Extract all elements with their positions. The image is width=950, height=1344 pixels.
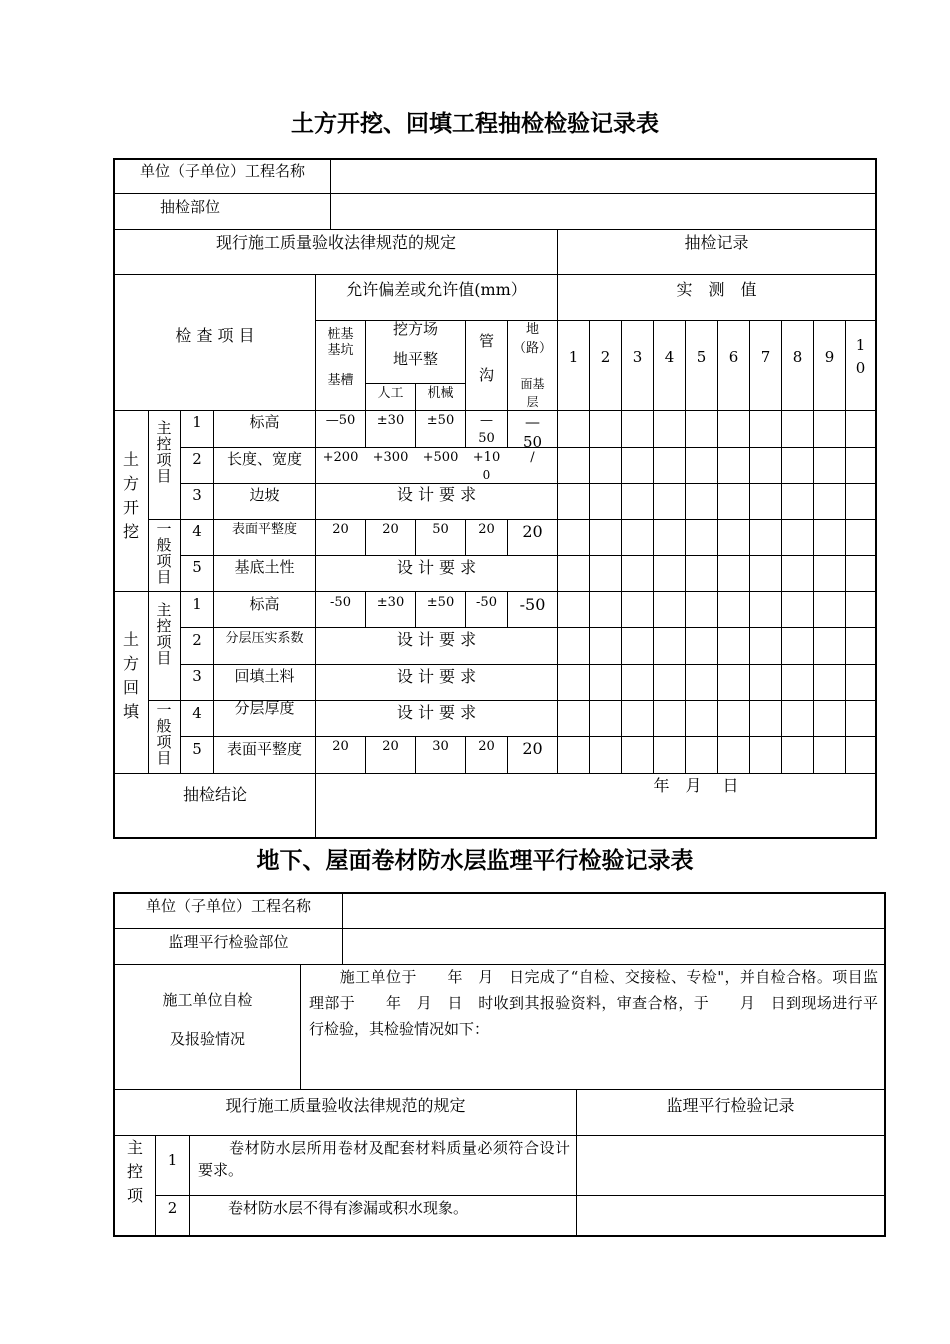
row-no: 2 [192, 450, 202, 468]
row-no: 5 [192, 558, 202, 576]
value-cell: 20 [332, 739, 349, 754]
row-name: 基底土性 [234, 558, 295, 576]
row-no: 3 [192, 667, 202, 685]
value-cell: 30 [432, 739, 449, 754]
value-cell: +10 [472, 450, 501, 465]
measure-num-4: 4 [664, 348, 675, 366]
conclusion-date: 年 月 日 [653, 776, 739, 795]
unit-name-value-2[interactable] [343, 894, 884, 928]
unit-name-value[interactable] [331, 160, 875, 193]
item-no: 1 [167, 1151, 178, 1169]
spec-header-2: 现行施工质量验收法律规范的规定 [225, 1096, 466, 1115]
col-excavation-2: 地平整 [392, 350, 438, 368]
measure-num-8: 8 [792, 348, 803, 366]
record-header: 抽检记录 [684, 233, 749, 252]
unit-name-label-2: 单位（子单位）工程名称 [145, 897, 311, 915]
value-cell: ±30 [376, 595, 405, 610]
value-cell: 20 [478, 739, 495, 754]
col-pile-3: 基槽 [327, 373, 354, 388]
item-text: 卷材防水层所用卷材及配套材料质量必须符合设计要求。 [198, 1139, 570, 1179]
general-label-2: 一般项目 [156, 701, 172, 767]
measure-num-1: 1 [568, 348, 579, 366]
record-header-2: 监理平行检验记录 [666, 1096, 795, 1115]
tolerance-header: 允许偏差或允许值(mm） [346, 280, 527, 299]
parallel-part-value[interactable] [343, 929, 884, 964]
measure-num-10b: 0 [855, 359, 866, 377]
row-name: 长度、宽度 [226, 450, 302, 468]
measure-num-9: 9 [824, 348, 835, 366]
table1-title: 土方开挖、回填工程抽检检验记录表 [291, 110, 659, 137]
col-pile-1: 桩基 [327, 327, 354, 342]
general-label-1: 一般项目 [156, 520, 172, 586]
row-name: 分层压实系数 [225, 631, 304, 646]
measured-header: 实 测 值 [676, 280, 757, 299]
measure-num-3: 3 [632, 348, 643, 366]
col-machine: 机械 [427, 386, 454, 401]
value-cell: +300 [372, 450, 409, 465]
row-no: 4 [192, 704, 202, 722]
value-cell: 20 [382, 522, 399, 537]
row-no: 4 [192, 522, 202, 540]
value-cell: -50 [476, 595, 497, 610]
col-road-4: 层 [526, 395, 539, 409]
value-cell: — [525, 413, 540, 431]
col-ditch-2: 沟 [478, 366, 494, 384]
item-text: 卷材防水层不得有渗漏或积水现象。 [198, 1199, 469, 1217]
inspection-part-label: 抽检部位 [159, 198, 220, 216]
parallel-part-label: 监理平行检验部位 [168, 933, 289, 951]
measure-num-2: 2 [600, 348, 611, 366]
row-name: 边坡 [249, 486, 280, 504]
row-name: 表面平整度 [226, 740, 302, 758]
value-cell: ±50 [426, 595, 455, 610]
value-cell: 0 [482, 468, 491, 482]
design-requirement: 设 计 要 求 [396, 703, 477, 722]
value-cell: ±30 [376, 413, 405, 428]
measure-num-10a: 1 [855, 336, 866, 354]
value-cell: -50 [330, 595, 351, 610]
value-cell: 50 [522, 433, 543, 447]
value-cell: —50 [325, 413, 356, 428]
group-excavation-label: 土方开挖 [122, 450, 139, 541]
row-name: 回填土料 [234, 667, 295, 685]
self-check-label-2: 及报验情况 [169, 1030, 245, 1048]
spec-header: 现行施工质量验收法律规范的规定 [215, 233, 456, 252]
design-requirement: 设 计 要 求 [396, 630, 477, 649]
col-road-3: 面基 [520, 377, 545, 391]
row-no: 1 [192, 413, 202, 431]
value-cell: 20 [382, 739, 399, 754]
col-road-2: （路） [512, 341, 552, 356]
col-excavation-1: 挖方场 [392, 320, 438, 338]
measure-num-7: 7 [760, 348, 771, 366]
group-backfill-label: 土方回填 [122, 630, 139, 721]
table2-title: 地下、屋面卷材防水层监理平行检验记录表 [256, 847, 694, 874]
row-no: 2 [192, 631, 202, 649]
conclusion-label: 抽检结论 [182, 785, 247, 804]
design-requirement: 设 计 要 求 [396, 558, 477, 577]
row-no: 3 [192, 486, 202, 504]
check-item-header: 检 查 项 目 [175, 326, 255, 345]
main-ctrl-label-1: 主控项目 [156, 419, 172, 485]
measure-num-5: 5 [696, 348, 707, 366]
row-no: 5 [192, 740, 202, 758]
row-name: 标高 [249, 413, 280, 431]
value-cell: 50 [432, 522, 449, 537]
unit-name-label: 单位（子单位）工程名称 [139, 162, 305, 180]
row-name: 标高 [249, 595, 280, 613]
value-cell: / [530, 450, 535, 465]
row-no: 1 [192, 595, 202, 613]
col-manual: 人工 [377, 386, 404, 401]
measure-num-6: 6 [728, 348, 739, 366]
value-cell: +500 [422, 450, 459, 465]
row-name: 表面平整度 [231, 522, 297, 537]
value-cell: +200 [322, 450, 359, 465]
design-requirement: 设 计 要 求 [396, 667, 477, 686]
item-no: 2 [167, 1199, 178, 1217]
value-cell: -50 [519, 595, 546, 614]
col-pile-2: 基坑 [327, 343, 354, 358]
main-ctrl-label-2: 主控项目 [156, 601, 172, 667]
main-ctrl-label-3: 主控项 [126, 1138, 143, 1205]
row-name: 分层厚度 [234, 699, 295, 717]
value-cell: 20 [522, 522, 543, 541]
design-requirement: 设 计 要 求 [396, 485, 477, 504]
self-check-text: 施工单位于 年 月 日完成了“自检、交接检、专检"，并自检合格。项目监理部于 年 月 日 时收到其报验资料，审查合格，于 月 日到现场进行平行检验，其检验情况如下： [309, 968, 878, 1038]
inspection-part-value[interactable] [331, 194, 875, 229]
col-ditch-1: 管 [478, 332, 494, 350]
value-cell: 20 [522, 739, 543, 758]
value-cell: 50 [478, 431, 495, 446]
col-road-1: 地 [525, 322, 539, 337]
value-cell: 20 [332, 522, 349, 537]
value-cell: — [480, 413, 493, 428]
value-cell: 20 [478, 522, 495, 537]
self-check-label-1: 施工单位自检 [162, 991, 253, 1009]
value-cell: ±50 [426, 413, 455, 428]
